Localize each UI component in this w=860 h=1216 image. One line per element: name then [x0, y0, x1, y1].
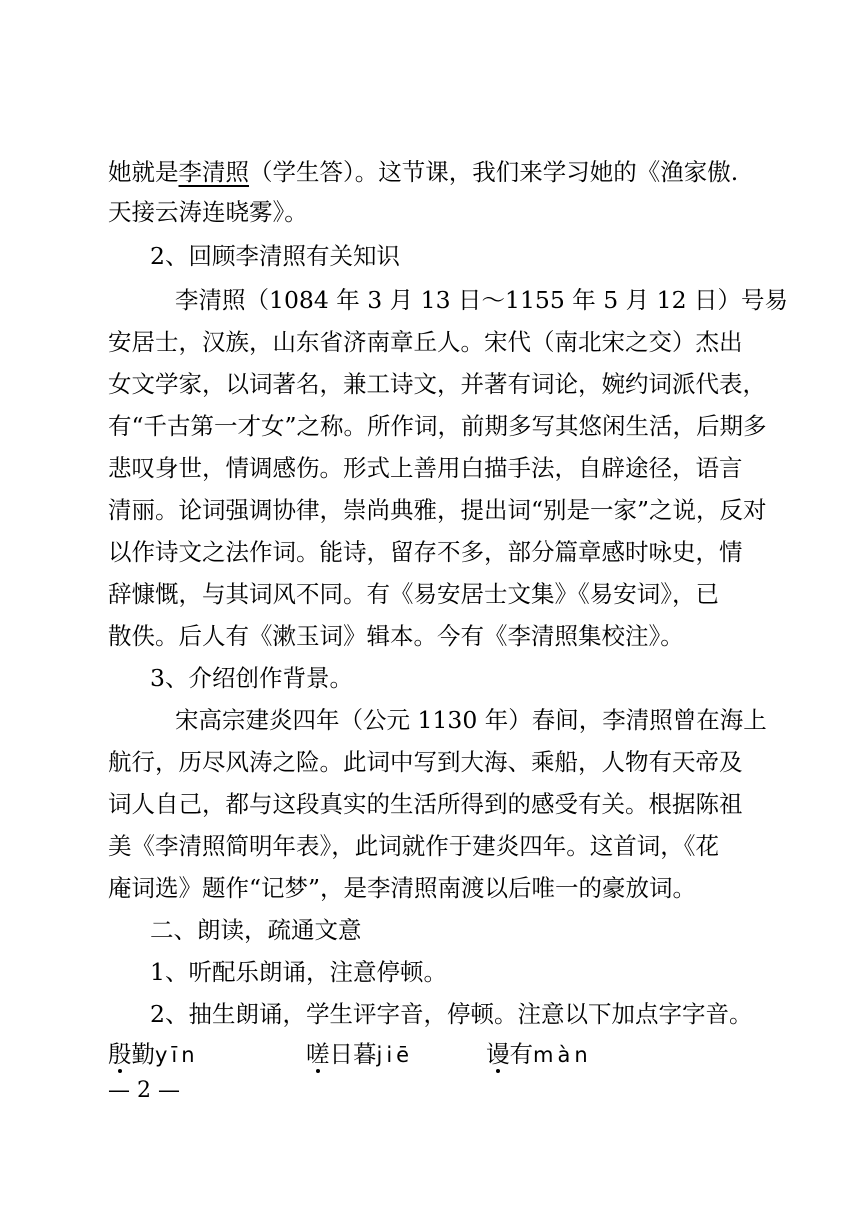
paragraph-line-17: 美《李清照简明年表》，此词就作于建炎四年。这首词，《花	[108, 832, 719, 860]
section-heading-reading: 二、朗读，疏通文意	[150, 916, 362, 944]
word-rest: 有	[509, 1040, 533, 1068]
underlined-name: 李清照	[178, 158, 249, 186]
dotted-character: 嗟	[306, 1040, 330, 1068]
pronunciation-item-3	[486, 1039, 860, 1070]
paragraph-line-15: 航行，历尽风涛之险。此词中写到大海、乘船，人物有天帝及	[108, 748, 743, 776]
word-rest: 日暮	[329, 1040, 377, 1068]
paragraph-line-1	[108, 157, 860, 187]
paragraph-line-21: 2、抽生朗诵，学生评字音，停顿。注意以下加点字字音。	[150, 1000, 753, 1028]
dotted-character: 殷	[108, 1040, 132, 1068]
word-rest: 勤	[131, 1040, 155, 1068]
paragraph-line-16: 词人自己，都与这段真实的生活所得到的感受有关。根据陈祖	[108, 790, 743, 818]
paragraph-line-8: 悲叹身世，情调感伤。形式上善用白描手法，自辟途径，语言	[108, 454, 743, 482]
paragraph-line-9: 清丽。论词强调协律，崇尚典雅，提出词“别是一家”之说，反对	[108, 496, 767, 524]
paragraph-line-14: 宋高宗建炎四年（公元 1130 年）春间，李清照曾在海上	[175, 706, 767, 734]
paragraph-line-6: 女文学家，以词著名，兼工诗文，并著有词论，婉约词派代表，	[108, 370, 766, 398]
paragraph-line-12: 散佚。后人有《漱玉词》辑本。今有《李清照集校注》。	[108, 622, 684, 650]
dotted-character: 谩	[486, 1040, 510, 1068]
paragraph-line-4: 李清照（1084 年 3 月 13 日～1155 年 5 月 12 日）号易	[175, 286, 789, 314]
pinyin: màn	[533, 1043, 592, 1067]
paragraph-line-20: 1、听配乐朗诵，注意停顿。	[150, 958, 447, 986]
text-segment: 她就是	[108, 158, 179, 186]
paragraph-line-5: 安居士，汉族，山东省济南章丘人。宋代（南北宋之交）杰出	[108, 328, 743, 356]
paragraph-line-10: 以作诗文之法作词。能诗，留存不多，部分篇章感时咏史，情	[108, 538, 743, 566]
text-segment: （学生答）。这节课，我们来学习她的《渔家傲.	[249, 158, 739, 186]
section-heading-background: 3、介绍创作背景。	[150, 664, 353, 692]
section-heading-review: 2、回顾李清照有关知识	[150, 242, 400, 270]
paragraph-line-2: 天接云涛连晓雾》。	[108, 198, 308, 226]
paragraph-line-18: 庵词选》题作“记梦”，是李清照南渡以后唯一的豪放词。	[108, 874, 697, 902]
paragraph-line-11: 辞慷慨，与其词风不同。有《易安居士文集》《易安词》，已	[108, 580, 719, 608]
paragraph-line-7: 有“千古第一才女”之称。所作词，前期多写其悠闲生活，后期多	[108, 412, 767, 440]
pinyin: jiē	[376, 1043, 414, 1067]
pinyin: yīn	[155, 1043, 199, 1067]
page-number: — 2 —	[108, 1078, 180, 1103]
